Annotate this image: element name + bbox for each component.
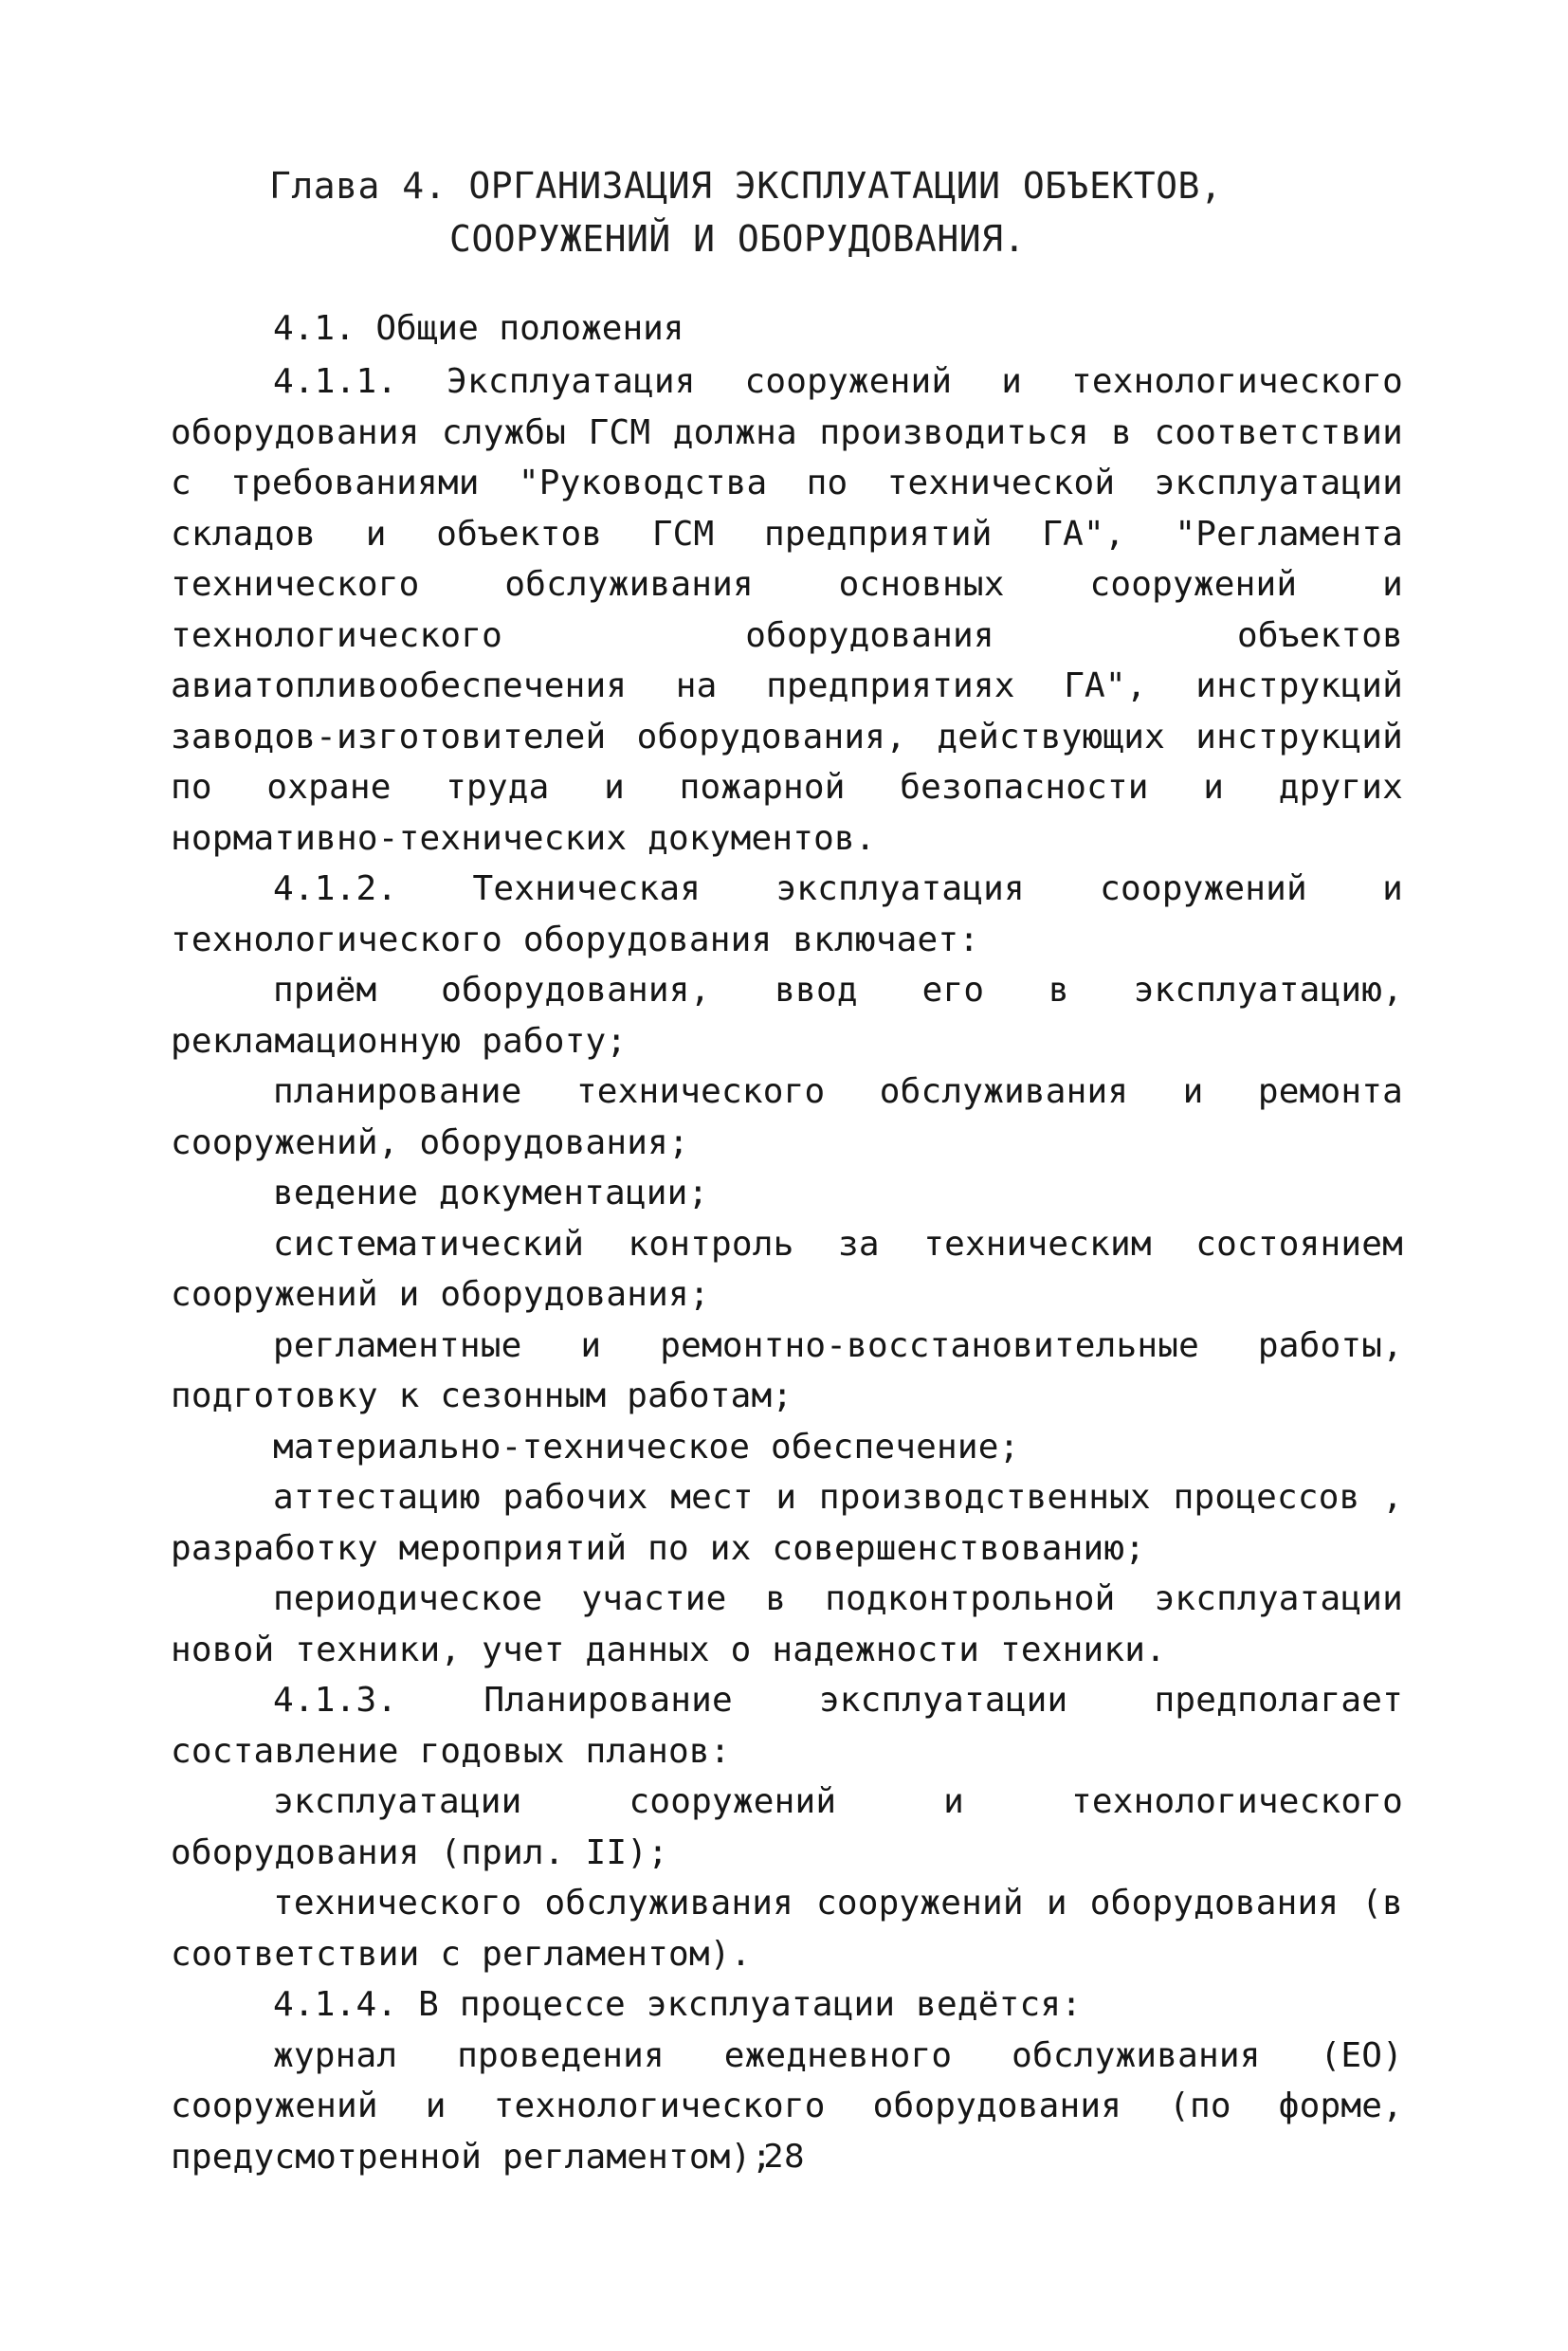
- chapter-title: [269, 159, 1222, 265]
- list-item: эксплуатации сооружений и технологического оборудования (прил. II);: [171, 1782, 1403, 1872]
- list-item: материально-техническое обеспечение;: [273, 1427, 1020, 1467]
- list-item: технического обслуживания сооружений и оборудования (в соответствии с регламентом).: [171, 1884, 1403, 1974]
- paragraph-4-1-4: 4.1.4. В процессе эксплуатации ведётся:: [273, 1985, 1083, 2024]
- paragraph-4-1-2: 4.1.2. Техническая эксплуатация сооружений и технологического оборудования включает:: [171, 869, 1403, 959]
- list-item: аттестацию рабочих мест и производственных процессов , разработку мероприятий по их совершенствованию;: [171, 1478, 1403, 1568]
- list-item: регламентные и ремонтно-восстановительные работы, подготовку к сезонным работам;: [171, 1325, 1403, 1415]
- list-item: журнал проведения ежедневного обслуживания (ЕО) сооружений и технологического оборудования (по форме, предусмотренной регламентом);: [171, 2035, 1403, 2177]
- paragraph-4-1-1: 4.1.1. Эксплуатация сооружений и технологического оборудования службы ГСМ должна производиться в соответствии с требованиями "Руководства по технической эксплуатации складов и объектов ГСМ предприятий ГА", "Регламента технического обслуживания основных сооружений и технологического оборудования объектов авиатопливообеспечения на предприятиях ГА", инструкций заводов-изготовителей оборудования, действующих инструкций по охране труда и пожарной безопасности и других нормативно-технических документов.: [171, 362, 1403, 858]
- chapter-title-line-2: СООРУЖЕНИЙ И ОБОРУДОВАНИЯ.: [449, 218, 1026, 260]
- list-item: ведение документации;: [273, 1174, 709, 1212]
- chapter-title-line-1: Глава 4. ОРГАНИЗАЦИЯ ЭКСПЛУАТАЦИИ ОБЪЕКТОВ,: [269, 165, 1223, 207]
- list-item: периодическое участие в подконтрольной эксплуатации новой техники, учет данных о надежности техники.: [171, 1579, 1403, 1669]
- page-number: 28: [763, 2138, 805, 2176]
- body-text: [171, 356, 1403, 2182]
- list-item: планирование технического обслуживания и ремонта сооружений, оборудования;: [171, 1072, 1403, 1162]
- list-item: приём оборудования, ввод его в эксплуатацию, рекламационную работу;: [171, 971, 1403, 1061]
- paragraph-4-1-3: 4.1.3. Планирование эксплуатации предполагает составление годовых планов:: [171, 1681, 1403, 1771]
- list-item: систематический контроль за техническим состоянием сооружений и оборудования;: [171, 1224, 1403, 1314]
- section-heading: 4.1. Общие положения: [273, 309, 684, 348]
